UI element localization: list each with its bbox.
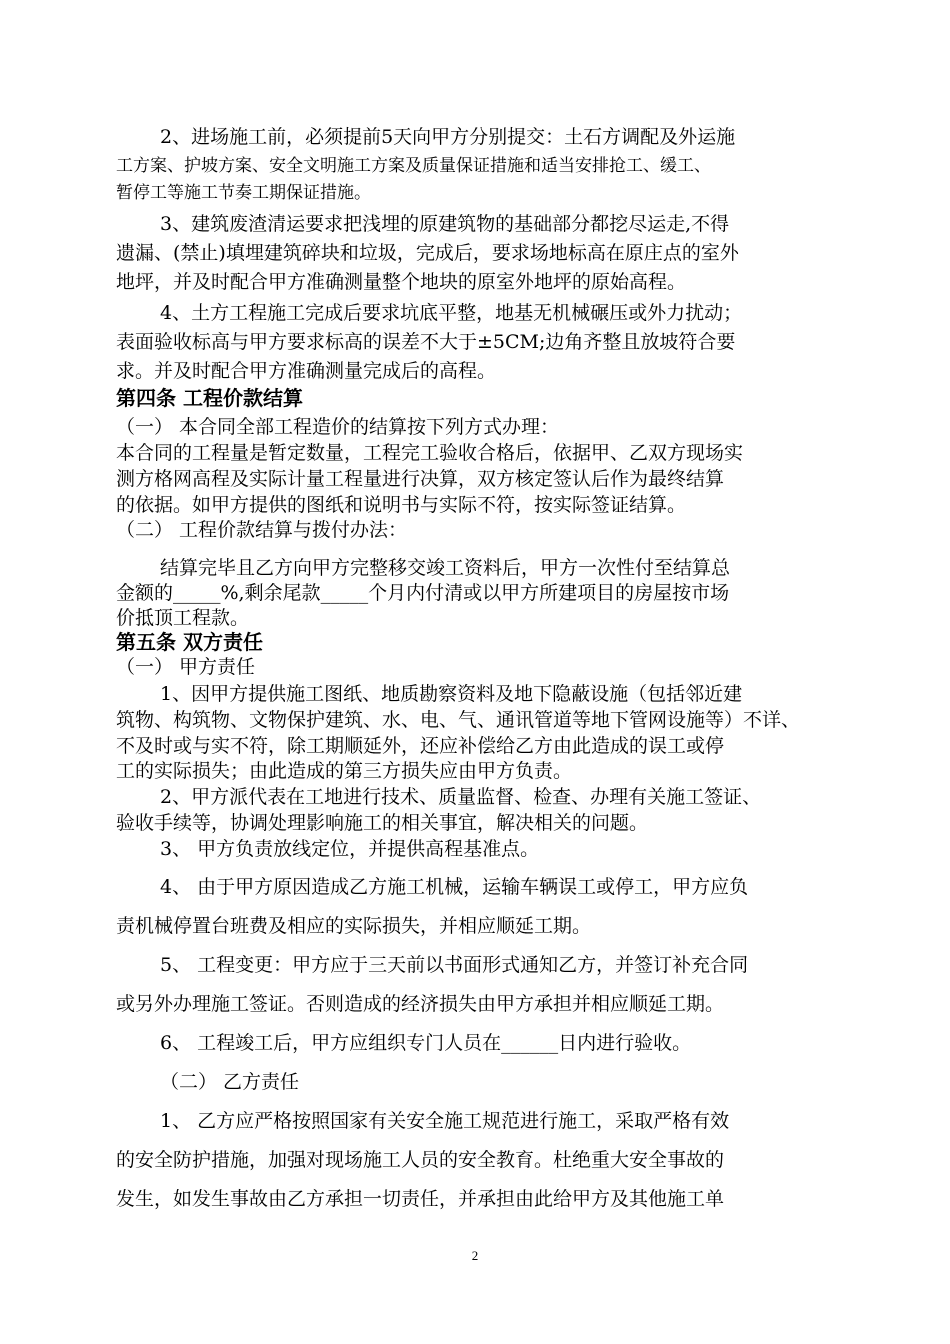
text-line: 6、 工程竣工后，甲方应组织专门人员在______日内进行验收。 [160,1032,692,1054]
text-line: 4、土方工程施工完成后要求坑底平整，地基无机械碾压或外力扰动； [160,302,743,324]
text-line: （一） 本合同全部工程造价的结算按下列方式办理： [116,416,560,438]
text-line: 2、进场施工前，必须提前5天向甲方分别提交：土石方调配及外运施 [160,126,736,148]
text-line: 责机械停置台班费及相应的实际损失，并相应顺延工期。 [116,915,592,937]
text-line: 不及时或与实不符，除工期顺延外，还应补偿给乙方由此造成的误工或停 [116,735,725,757]
text-line: 地坪，并及时配合甲方准确测量整个地块的原室外地坪的原始高程。 [116,271,687,293]
text-line: 4、 由于甲方原因造成乙方施工机械，运输车辆误工或停工，甲方应负 [160,876,749,898]
text-line: 的依据。如甲方提供的图纸和说明书与实际不符，按实际签证结算。 [116,494,687,516]
text-line: 本合同的工程量是暂定数量，工程完工验收合格后，依据甲、乙双方现场实 [116,442,744,464]
text-line: 5、 工程变更：甲方应于三天前以书面形式通知乙方，并签订补充合同 [160,954,749,976]
text-line: 1、 乙方应严格按照国家有关安全施工规范进行施工，采取严格有效 [160,1110,730,1132]
text-line: 工方案、护坡方案、安全文明施工方案及质量保证措施和适当安排抢工、缓工、 [116,156,711,176]
text-line: 3、 甲方负责放线定位，并提供高程基准点。 [160,838,540,860]
text-line: 暂停工等施工节奏工期保证措施。 [116,183,371,203]
text-line: 工的实际损失；由此造成的第三方损失应由甲方负责。 [116,760,573,782]
text-line: 1、因甲方提供施工图纸、地质勘察资料及地下隐蔽设施（包括邻近建 [160,683,743,705]
page-number: 2 [471,1248,479,1263]
text-line: 的安全防护措施，加强对现场施工人员的安全教育。杜绝重大安全事故的 [116,1149,725,1171]
text-line: 遗漏、(禁止)填埋建筑碎块和垃圾，完成后，要求场地标高在原庄点的室外 [116,242,739,264]
text-line: 结算完毕且乙方向甲方完整移交竣工资料后，甲方一次性付至结算总 [160,557,731,579]
section-heading: 第四条 工程价款结算 [116,386,303,410]
text-line: 验收手续等，协调处理影响施工的相关事宜，解决相关的问题。 [116,812,649,834]
text-line: （二） 工程价款结算与拨付办法： [116,519,408,541]
text-line: 或另外办理施工签证。否则造成的经济损失由甲方承担并相应顺延工期。 [116,993,725,1015]
text-line: 测方格网高程及实际计量工程量进行决算，双方核定签认后作为最终结算 [116,468,725,490]
text-line: （一） 甲方责任 [116,656,256,678]
text-line: 求。并及时配合甲方准确测量完成后的高程。 [116,360,497,382]
text-line: 价抵顶工程款。 [116,607,250,629]
text-line: 表面验收标高与甲方要求标高的误差不大于±5CM;边角齐整且放坡符合要 [116,331,736,353]
sub-heading: （二） 乙方责任 [160,1071,300,1093]
text-line: 3、建筑废渣清运要求把浅埋的原建筑物的基础部分都挖尽运走,不得 [160,213,730,235]
section-heading: 第五条 双方责任 [116,630,263,654]
text-line: 筑物、构筑物、文物保护建筑、水、电、气、通讯管道等地下管网设施等）不详、 [116,709,801,731]
text-line: 2、甲方派代表在工地进行技术、质量监督、检查、办理有关施工签证、 [160,786,762,808]
text-line: 发生，如发生事故由乙方承担一切责任，并承担由此给甲方及其他施工单 [116,1188,725,1210]
text-line: 金额的_____%,剩余尾款_____个月内付清或以甲方所建项目的房屋按市场 [116,582,730,604]
